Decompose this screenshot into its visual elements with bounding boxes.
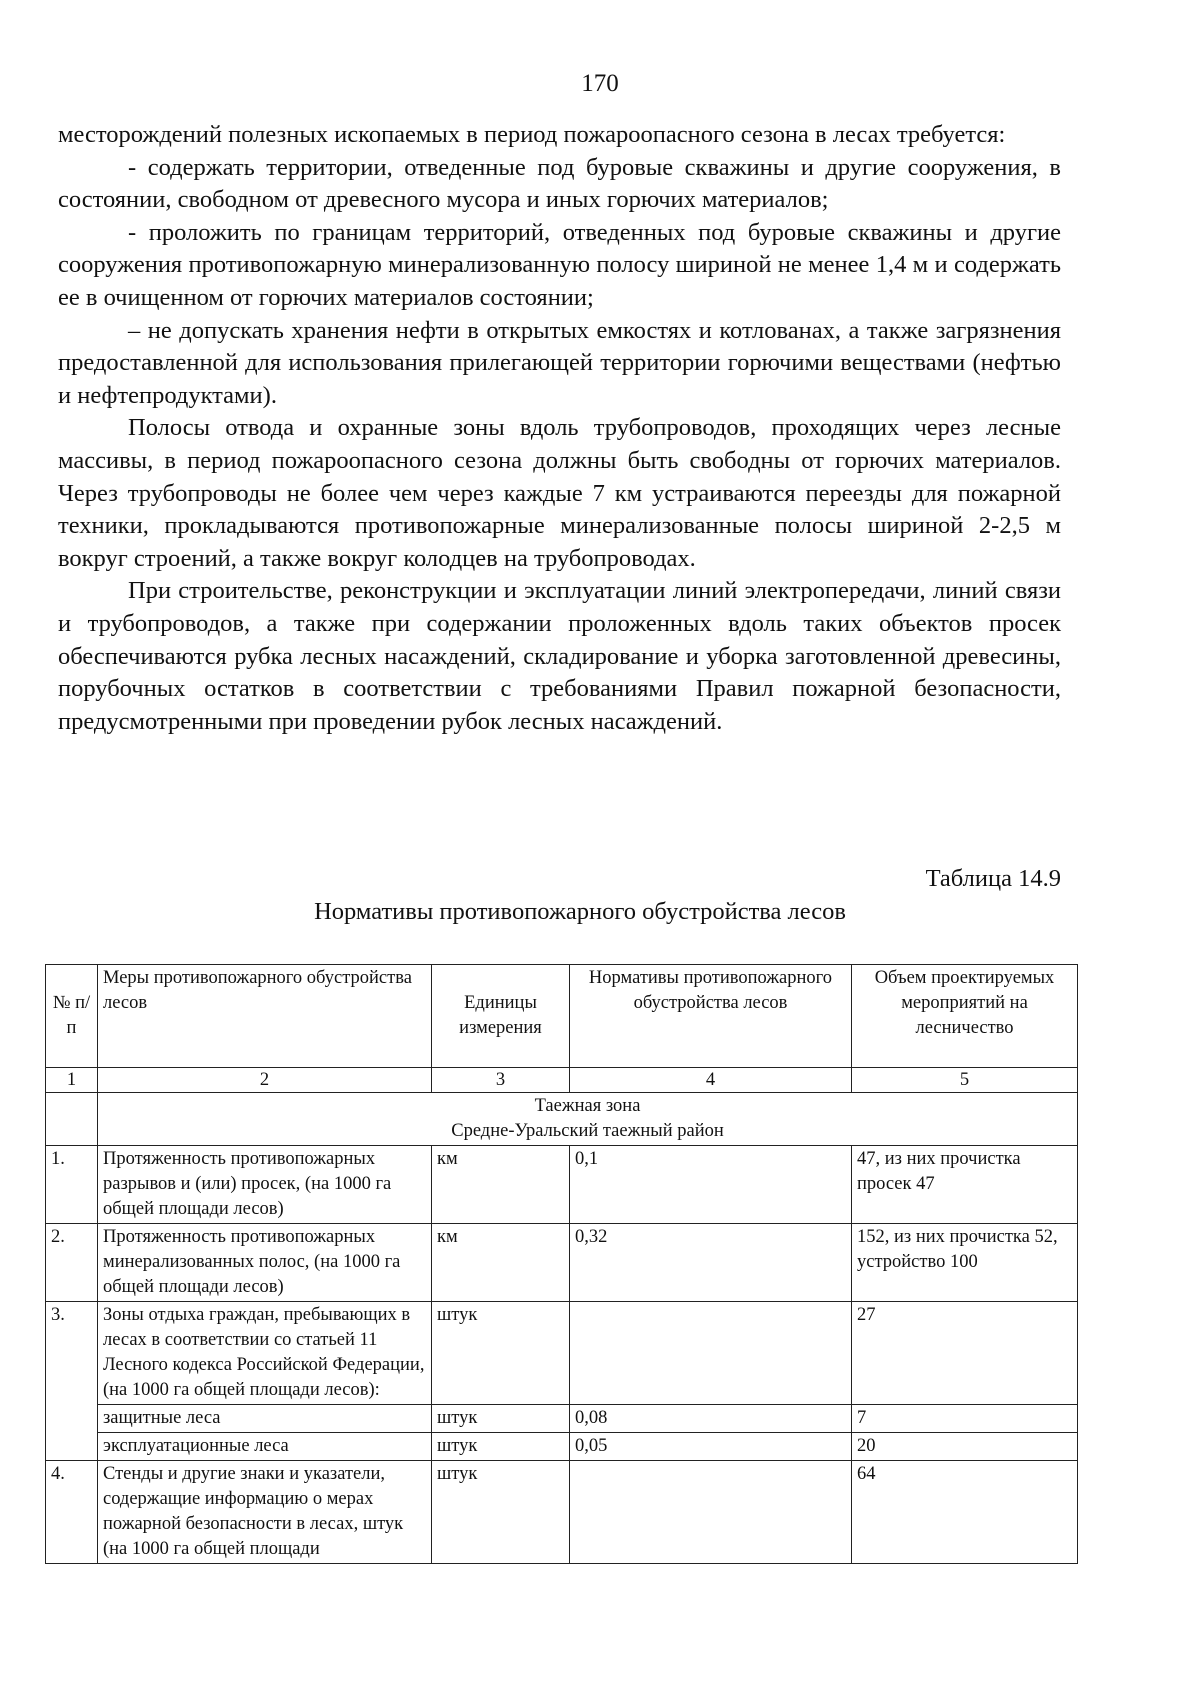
row-number: 1. [46,1146,98,1224]
paragraph: - проложить по границам территорий, отведенных под буровые скважины и другие сооружения противопожарную минерализованную полосу шириной не менее 1,4 м и содержать ее в очищенном от горючих материалов состоянии; [58,218,1061,311]
measure-cell: Зоны отдыха граждан, пребывающих в лесах в соответствии со статьей 11 Лесного кодекса Российской Федерации, (на 1000 га общей площади лесов): [98,1302,432,1405]
paragraph: Полосы отвода и охранные зоны вдоль трубопроводов, проходящих через лесные массивы, в период пожароопасного сезона должны быть свободны от горючих материалов. Через трубопроводы не более чем через каждые 7 км устраиваются переезды для пожарной техники, прокладываются противопожарные минерализованные полосы шириной 2-2,5 м вокруг строений, а также вокруг колодцев на трубопроводах. [58,414,1061,572]
header-cell: № п/п [46,965,98,1068]
zone-heading [98,1093,1078,1146]
norm-cell [570,1302,852,1405]
row-number: 2. [46,1224,98,1302]
unit-cell: штук [432,1433,570,1461]
zone-title: Таежная зона [534,1096,641,1116]
volume-cell: 20 [852,1433,1078,1461]
column-number: 1 [46,1068,98,1093]
table-header-row [46,965,1078,1068]
header-cell: Объем проектируемых мероприятий на лесничество [852,965,1078,1068]
measure-cell: защитные леса [98,1405,432,1433]
measure-cell: Протяженность противопожарных разрывов и (или) просек, (на 1000 га общей площади лесов) [98,1146,432,1224]
measure-cell: Стенды и другие знаки и указатели, содержащие информацию о мерах пожарной безопасности в лесах, штук (на 1000 га общей площади [98,1461,432,1564]
table-row [46,1302,1078,1405]
paragraph: - содержать территории, отведенные под буровые скважины и другие сооружения, в состоянии, свободном от древесного мусора и иных горючих материалов; [58,153,1061,214]
paragraph: месторождений полезных ископаемых в период пожароопасного сезона в лесах требуется: [58,121,1006,148]
unit-cell: штук [432,1461,570,1564]
empty-cell [46,1093,98,1146]
table-title: Нормативы противопожарного обустройства лесов [314,898,846,925]
table-row [46,1146,1078,1224]
column-number: 5 [852,1068,1078,1093]
header-cell: Нормативы противопожарного обустройства лесов [570,965,852,1068]
table-row [46,1224,1078,1302]
norm-cell: 0,1 [570,1146,852,1224]
volume-cell: 7 [852,1405,1078,1433]
table-row [46,1461,1078,1564]
header-cell: Меры противопожарного обустройства лесов [98,965,432,1068]
unit-cell: км [432,1146,570,1224]
header-cell: Единицы измерения [432,965,570,1068]
column-number: 3 [432,1068,570,1093]
paragraph: При строительстве, реконструкции и эксплуатации линий электропередачи, линий связи и трубопроводов, а также при содержании проложенных вдоль таких объектов просек обеспечиваются рубка лесных насаждений, складирование и уборка заготовленной древесины, порубочных остатков в соответствии с требованиями Правил пожарной безопасности, предусмотренными при проведении рубок лесных насаждений. [58,577,1061,735]
norm-cell [570,1461,852,1564]
column-number: 2 [98,1068,432,1093]
volume-cell: 27 [852,1302,1078,1405]
body-text [58,119,1061,738]
table-row [46,1405,1078,1433]
row-number: 3. [46,1302,98,1461]
norms-table [45,964,1078,1564]
paragraph: – не допускать хранения нефти в открытых емкостях и котлованах, а также загрязнения предоставленной для использования прилегающей территории горючими веществами (нефтью и нефтепродуктами). [58,316,1061,409]
norm-cell: 0,05 [570,1433,852,1461]
table-row [46,1433,1078,1461]
district-title: Средне-Уральский таежный район [451,1121,724,1141]
page-number: 170 [581,70,619,97]
zone-row [46,1093,1078,1146]
volume-cell: 47, из них прочистка просек 47 [852,1146,1078,1224]
table-caption: Таблица 14.9 [925,865,1061,892]
norm-cell: 0,08 [570,1405,852,1433]
column-number-row [46,1068,1078,1093]
column-number: 4 [570,1068,852,1093]
volume-cell: 64 [852,1461,1078,1564]
unit-cell: км [432,1224,570,1302]
volume-cell: 152, из них прочистка 52, устройство 100 [852,1224,1078,1302]
measure-cell: Протяженность противопожарных минерализованных полос, (на 1000 га общей площади лесов) [98,1224,432,1302]
row-number: 4. [46,1461,98,1564]
unit-cell: штук [432,1405,570,1433]
unit-cell: штук [432,1302,570,1405]
measure-cell: эксплуатационные леса [98,1433,432,1461]
norm-cell: 0,32 [570,1224,852,1302]
